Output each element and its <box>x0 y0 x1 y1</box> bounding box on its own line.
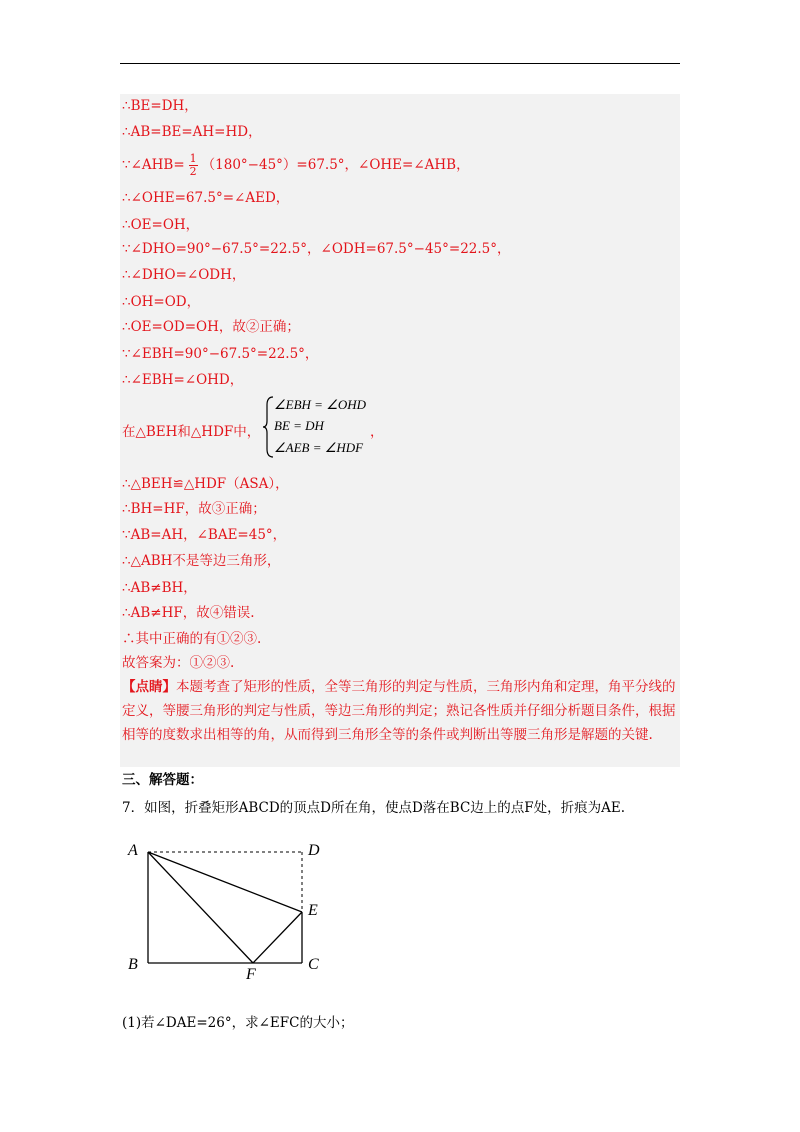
solution-line: ∴∠OHE=67.5°=∠AED， <box>122 190 290 206</box>
solution-line: ∵AB=AH，∠BAE=45°， <box>122 527 287 543</box>
comment-text: 本题考查了矩形的性质，全等三角形的判定与性质，三角形内角和定理，角平分线的定义，等腰三角形的判定与性质，等边三角形的判定；熟记各性质并仔细分析题目条件，根据相等的度数求出相等的角，从而得到三角形全等的条件或判断出等腰三角形是解题的关键. <box>122 679 676 743</box>
label-d: D <box>308 842 320 859</box>
label-e: E <box>308 902 318 919</box>
comment-paragraph <box>122 675 678 747</box>
solution-line: ， <box>370 424 384 440</box>
fraction-half <box>189 153 198 178</box>
solution-line <box>122 153 470 178</box>
system-equation-1: ∠EBH = ∠OHD <box>274 397 367 412</box>
solution-line: ∴∠EBH=∠OHD， <box>122 372 244 388</box>
solution-line: ∴AB≠HF，故④错误. <box>122 605 255 621</box>
fraction-denominator: 2 <box>189 165 197 178</box>
solution-line: ∴OE=OD=OH，故②正确； <box>122 319 300 335</box>
segment-af <box>148 852 253 963</box>
question-7: 7．如图，折叠矩形ABCD的顶点D所在角，使点D落在BC边上的点F处，折痕为AE. <box>122 800 626 816</box>
solution-text: ∵∠AHB= <box>122 157 185 173</box>
solution-line: ∴∠DHO=∠ODH， <box>122 267 246 283</box>
solution-line: ∴OE=OH， <box>122 217 200 233</box>
geometry-figure <box>120 836 340 988</box>
solution-line: ∴其中正确的有①②③. <box>122 631 262 647</box>
fraction-numerator: 1 <box>189 152 197 165</box>
section-title: 三、解答题： <box>122 772 203 788</box>
equation-system <box>262 395 374 459</box>
solution-line: ∴△BEH≌△HDF（ASA）， <box>122 476 289 492</box>
solution-line: ∵∠DHO=90°−67.5°=22.5°，∠ODH=67.5°−45°=22.5°， <box>122 241 511 257</box>
segment-ae <box>148 852 302 912</box>
system-equation-2: BE = DH <box>274 418 324 433</box>
system-equation-3: ∠AEB = ∠HDF <box>274 440 364 455</box>
question-7-part-1: (1)若∠DAE=26°，求∠EFC的大小； <box>122 1015 354 1031</box>
segment-fe <box>253 912 302 963</box>
solution-line: ∴△ABH不是等边三角形， <box>122 553 281 569</box>
label-f: F <box>246 966 256 983</box>
solution-line: 在△BEH和△HDF中， <box>122 424 261 440</box>
solution-line: ∴AB=BE=AH=HD， <box>122 124 262 140</box>
solution-line: ∴BH=HF，故③正确； <box>122 501 266 517</box>
solution-line: ∴BE=DH， <box>122 98 198 114</box>
answer-line: 故答案为：①②③. <box>122 655 235 671</box>
label-b: B <box>128 956 138 973</box>
solution-line: ∴OH=OD， <box>122 294 201 310</box>
comment-tag: 【点睛】 <box>122 679 176 695</box>
rectangle-fold-diagram <box>120 836 340 988</box>
solution-line: ∵∠EBH=90°−67.5°=22.5°， <box>122 346 319 362</box>
header-rule <box>120 63 680 64</box>
label-c: C <box>308 956 319 973</box>
label-a: A <box>128 842 138 859</box>
solution-line: ∴AB≠BH， <box>122 580 197 596</box>
solution-text: （180°−45°）=67.5°，∠OHE=∠AHB， <box>201 157 470 173</box>
